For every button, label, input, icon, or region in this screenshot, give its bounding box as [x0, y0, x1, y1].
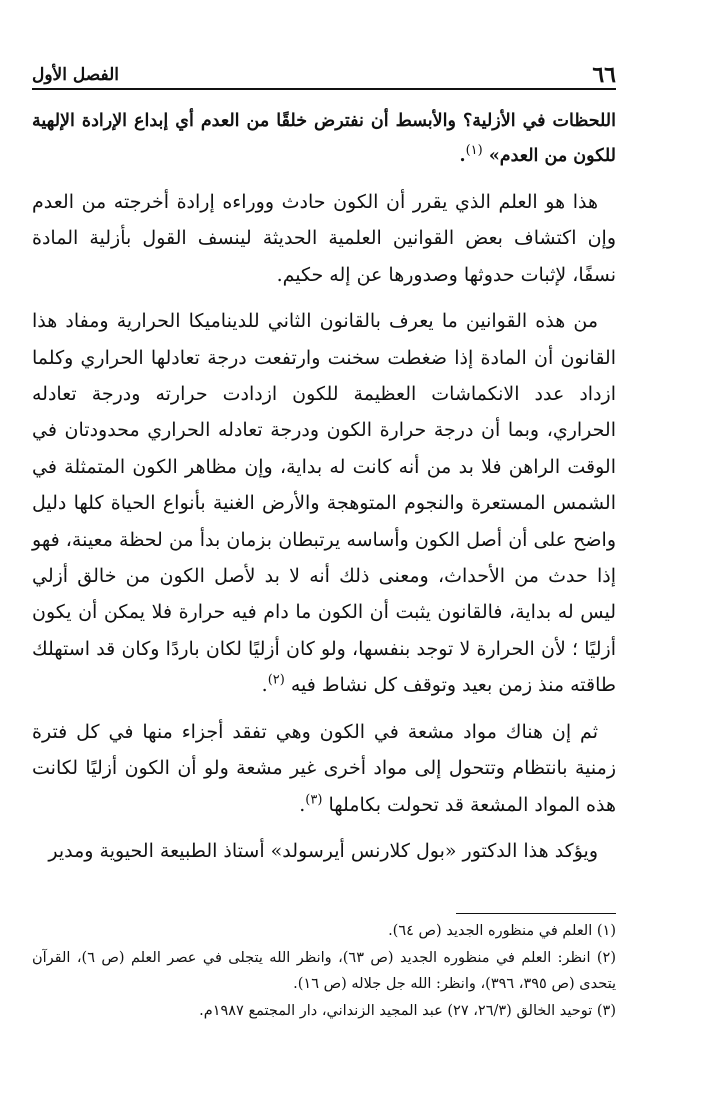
paragraph — [32, 303, 616, 703]
footnotes — [32, 918, 616, 1024]
paragraph-text: اللحظات في الأزلية؟ والأبسط أن نفترض خلقًا من العدم أي إبداع الإرادة الإلهية للكون من العدم» — [32, 111, 616, 166]
paragraph — [32, 184, 616, 293]
footnote-ref: (٣) — [305, 792, 323, 808]
paragraph-text: من هذه القوانين ما يعرف بالقانون الثاني للديناميكا الحرارية ومفاد هذا القانون أن المادة إذا ضغطت سخنت وارتفعت درجة تعادلها الحراري وكلما ازداد عدد الانكماشات العظيمة للكون ازدادت حرارته ودرجة تعادله الحراري، وبما أن درجة حرارة الكون ودرجة تعادله الحراري محدودتان في الوقت الراهن فلا بد من أنه كانت له بداية، وإن مظاهر الكون المتمثلة في الشمس المستعرة والنجوم المتوهجة والأرض الغنية بأنواع الحياة كلها دليل واضح على أن أصل الكون وأساسه يرتبطان بزمان بدأ من لحظة معينة، فهو إذا حدث من الأحداث، ومعنى ذلك أنه لا بد لأصل الكون من خالق أزلي ليس له بداية، فالقانون يثبت أن الكون ما دام فيه حرارة فلا يمكن أن يكون أزليًا ؛ لأن الحرارة لا توجد بنفسها، ولو كان أزليًا لكان باردًا وكان قد استهلك طاقته منذ زمن بعيد وتوقف كل نشاط فيه — [32, 310, 616, 697]
paragraph-text: ويؤكد هذا الدكتور «بول كلارنس أيرسولد» أستاذ الطبيعة الحيوية ومدير — [48, 839, 598, 862]
running-header — [32, 60, 616, 90]
footnote: (٣) توحيد الخالق (٢٦/٣، ٢٧) عبد المجيد الزنداني، دار المجتمع ١٩٨٧م. — [199, 1002, 616, 1019]
footnote-ref: (٢) — [267, 672, 285, 688]
main-text — [32, 104, 616, 879]
footnote: (١) العلم في منظوره الجديد (ص ٦٤). — [388, 923, 616, 939]
paragraph-tail: . — [459, 146, 466, 166]
chapter-title: الفصل الأول — [32, 65, 120, 85]
paragraph-text: ثم إن هناك مواد مشعة في الكون وهي تفقد أجزاء منها في كل فترة زمنية بانتظام وتتحول إلى مواد أخرى غير مشعة ولو أن الكون أزليًا لكانت هذه المواد المشعة قد تحولت بكاملها — [32, 720, 616, 816]
paragraph-tail: . — [261, 674, 268, 697]
footnote-ref: (١) — [465, 143, 483, 159]
paragraph — [32, 833, 616, 869]
footnote: (٢) انظر: العلم في منظوره الجديد (ص ٦٣)، وانظر الله يتجلى في عصر العلم (ص ٦)، القرآن يتحدى (ص ٣٩٥، ٣٩٦)، وانظر: الله جل جلاله (ص ١٦). — [32, 949, 616, 992]
page-number: ٦٦ — [592, 62, 616, 88]
footnote-divider — [456, 913, 616, 914]
paragraph-tail: . — [299, 793, 306, 816]
paragraph — [32, 714, 616, 823]
paragraph-text: هذا هو العلم الذي يقرر أن الكون حادث ووراءه إرادة أخرجته من العدم وإن اكتشاف بعض القوانين العلمية الحديثة لينسف القول بأزلية المادة نسفًا، لإثبات حدوثها وصدورها عن إله حكيم. — [32, 191, 616, 286]
paragraph — [32, 104, 616, 174]
